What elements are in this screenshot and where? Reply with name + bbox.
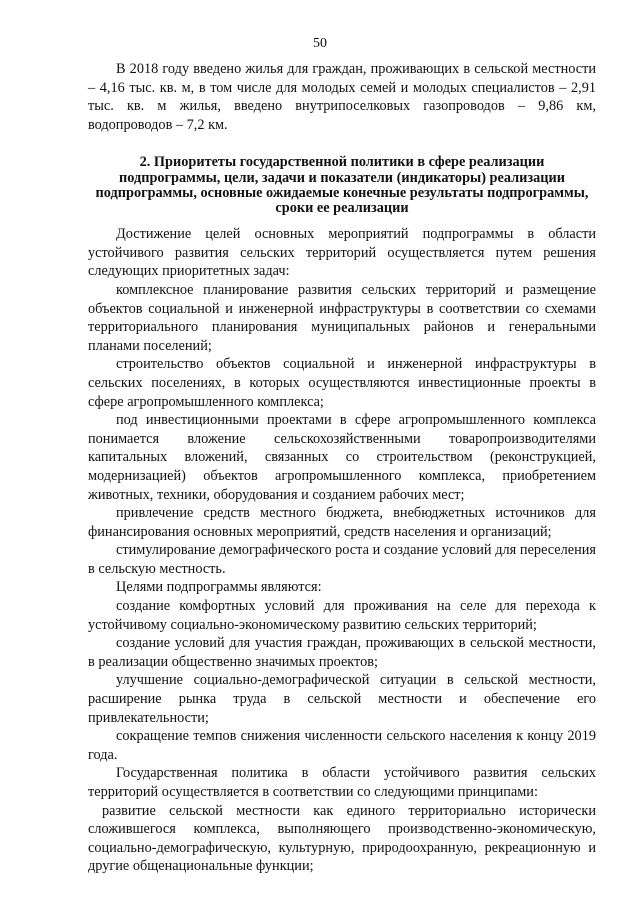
paragraph: привлечение средств местного бюджета, внебюджетных источников для финансирования основных мероприятий, средств населения и организаций; xyxy=(88,505,596,540)
paragraph: создание комфортных условий для проживания на селе для перехода к устойчивому социально-экономическому развитию сельских территорий; xyxy=(88,598,596,633)
paragraph: строительство объектов социальной и инженерной инфраструктуры в сельских поселениях, в которых осуществляются инвестиционные проекты в сфере агропромышленного комплекса; xyxy=(88,356,596,410)
paragraph: Достижение целей основных мероприятий подпрограммы в области устойчивого развития сельских территорий осуществляется путем решения следующих приоритетных задач: xyxy=(88,226,596,280)
paragraph: стимулирование демографического роста и создание условий для переселения в сельскую местность. xyxy=(88,542,596,577)
paragraph: улучшение социально-демографической ситуации в сельской местности, расширение рынка труда в сельской местности и обеспечение его привлекательности; xyxy=(88,672,596,726)
page-number: 50 xyxy=(313,36,327,51)
paragraph: создание условий для участия граждан, проживающих в сельской местности, в реализации общественно значимых проектов; xyxy=(88,635,596,670)
section-heading: 2. Приоритеты государственной политики в сфере реализации подпрограммы, цели, задачи и показатели (индикаторы) реализации подпрограммы, основные ожидаемые конечные результаты подпрограммы, сроки ее реализации xyxy=(95,154,589,216)
paragraph: Государственная политика в области устойчивого развития сельских территорий осуществляется в соответствии со следующими принципами: xyxy=(88,765,596,800)
document-body xyxy=(88,60,596,876)
paragraph: под инвестиционными проектами в сфере агропромышленного комплекса понимается вложение сельскохозяйственными товаропроизводителями капитальных вложений, связанных со строительством (реконструкцией, модернизацией) объектов агропромышленного комплекса, приобретением животных, техники, оборудования и созданием рабочих мест; xyxy=(88,412,596,503)
paragraph: Целями подпрограммы являются: xyxy=(116,579,322,596)
intro-paragraph: В 2018 году введено жилья для граждан, проживающих в сельской местности – 4,16 тыс. кв. м, в том числе для молодых семей и молодых специалистов – 2,91 тыс. кв. м жилья, введено внутрипоселковых газопроводов – 9,86 км, водопроводов – 7,2 км. xyxy=(88,61,596,133)
paragraph: сокращение темпов снижения численности сельского населения к концу 2019 года. xyxy=(88,728,596,763)
paragraph: развитие сельской местности как единого территориально исторически сложившегося комплекса, выполняющего производственно-экономическую, социально-демографическую, культурную, природоохранную, рекреационную и другие общенациональные функции; xyxy=(88,802,596,875)
paragraph: комплексное планирование развития сельских территорий и размещение объектов социальной и инженерной инфраструктуры в соответствии со схемами территориального планирования муниципальных районов и генеральными планами поселений; xyxy=(88,281,596,354)
